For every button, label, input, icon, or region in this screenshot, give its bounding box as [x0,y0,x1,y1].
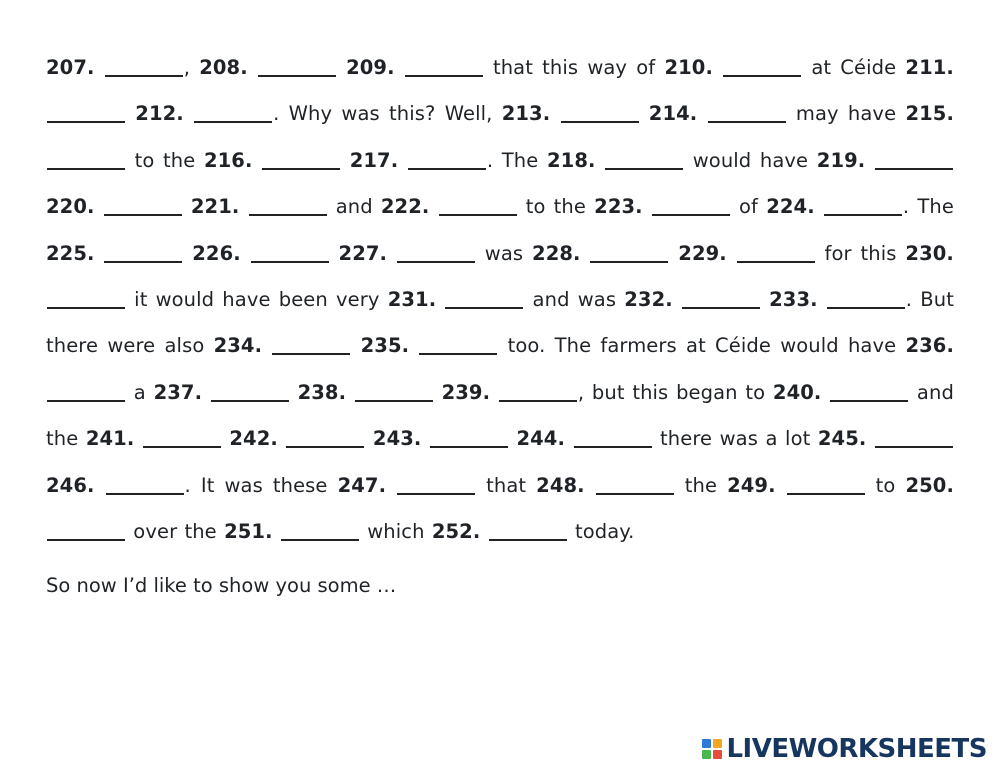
passage-text: for this [815,241,906,265]
passage-text: . The [902,195,954,219]
passage-text: too. The farmers at Céide would have [498,334,906,358]
answer-blank[interactable] [787,473,865,495]
logo-square [713,750,722,759]
answer-blank[interactable] [605,148,683,170]
gap-number: 238. [297,380,347,404]
gap-number: 251. [224,520,273,544]
passage-text: would have [684,148,817,172]
gap-number: 216. [203,148,253,172]
answer-blank[interactable] [262,148,340,170]
passage-text: , but this began to [577,380,773,404]
gap-number: 252. [431,520,481,544]
gap-number: 239. [441,380,491,404]
answer-blank[interactable] [194,102,272,124]
gap-number: 221. [190,195,240,219]
gap-number: 220. [46,195,95,219]
answer-blank[interactable] [708,102,786,124]
passage-text: . The [486,148,547,172]
gap-number: 219. [816,148,866,172]
passage-text: it would have been very [126,288,388,312]
answer-blank[interactable] [47,380,125,402]
answer-blank[interactable] [445,288,523,310]
passage-text: . Why was this? Well, [273,102,502,126]
gap-number: 218. [546,148,596,172]
answer-blank[interactable] [47,520,125,542]
answer-blank[interactable] [397,241,475,263]
gap-number: 230. [905,241,954,265]
logo-square [702,750,711,759]
passage-text: at Céide [802,56,906,79]
passage-text: that this way of [483,56,665,79]
gap-number: 212. [135,102,184,126]
worksheet [46,0,954,597]
gap-number: 223. [594,195,643,219]
answer-blank[interactable] [47,288,125,310]
logo-square [702,739,711,748]
gap-number: 229. [678,241,727,265]
gap-number: 214. [648,102,698,126]
gap-number: 247. [337,473,387,497]
answer-blank[interactable] [590,241,668,263]
answer-blank[interactable] [408,148,486,170]
gap-number: 211. [905,56,954,79]
answer-blank[interactable] [489,520,567,542]
passage-text: there was a lot [652,427,818,451]
passage-text: and [327,195,381,219]
passage-text: was [475,241,533,265]
passage-text: that [476,473,537,497]
answer-blank[interactable] [827,288,905,310]
answer-blank[interactable] [405,56,483,78]
answer-blank[interactable] [272,334,350,356]
gap-number: 226. [192,241,241,265]
gap-number: 241. [85,427,135,451]
answer-blank[interactable] [430,427,508,449]
gap-number: 215. [905,102,954,126]
gap-number: 250. [905,473,954,497]
gap-number: 237. [153,380,203,404]
passage-text: and the [46,380,954,451]
liveworksheets-logo-mark [702,739,722,759]
gap-number: 233. [769,288,818,312]
answer-blank[interactable] [249,195,327,217]
gap-number: 246. [46,473,95,497]
liveworksheets-wordmark: LIVEWORKSHEETS [726,734,987,764]
passage-text: to the [517,195,595,219]
passage-text: today. [567,520,635,544]
gap-number: 249. [727,473,776,497]
gap-number: 222. [380,195,430,219]
passage-text: , [183,56,191,79]
answer-blank[interactable] [251,241,329,263]
answer-blank[interactable] [355,380,433,402]
answer-blank[interactable] [281,520,359,542]
gap-number: 207. [46,56,95,79]
passage-text: to the [126,148,204,172]
passage-text: to [865,473,906,497]
answer-blank[interactable] [499,380,577,402]
answer-blank[interactable] [596,473,674,495]
answer-blank[interactable] [574,427,652,449]
passage-text: may have [786,102,906,126]
answer-blank[interactable] [258,56,336,78]
gap-number: 234. [213,334,263,358]
answer-blank[interactable] [737,241,815,263]
answer-blank[interactable] [143,427,221,449]
gap-number: 227. [338,241,388,265]
answer-blank[interactable] [830,380,908,402]
answer-blank[interactable] [875,148,953,170]
gap-number: 210. [664,56,713,79]
answer-blank[interactable] [561,102,639,124]
gap-number: 208. [199,56,248,79]
answer-blank[interactable] [104,241,182,263]
gap-number: 248. [536,473,585,497]
answer-blank[interactable] [106,473,184,495]
answer-blank[interactable] [682,288,760,310]
passage-text: over the [126,520,225,544]
logo-square [713,739,722,748]
gap-number: 231. [387,288,437,312]
gap-number: 225. [46,241,95,265]
liveworksheets-logo [702,734,987,764]
answer-blank[interactable] [652,195,730,217]
answer-blank[interactable] [723,56,801,78]
gap-number: 217. [349,148,399,172]
passage-text: . But there were also [46,288,954,358]
gap-number: 236. [905,334,954,358]
gap-number: 213. [501,102,551,126]
gap-number: 232. [624,288,673,312]
answer-blank[interactable] [104,195,182,217]
gap-number: 242. [229,427,278,451]
gap-number: 240. [772,380,822,404]
answer-blank[interactable] [47,102,125,124]
answer-blank[interactable] [875,427,953,449]
answer-blank[interactable] [47,148,125,170]
passage-text: of [730,195,767,219]
answer-blank[interactable] [397,473,475,495]
answer-blank[interactable] [286,427,364,449]
answer-blank[interactable] [439,195,517,217]
passage-text: a [126,380,154,404]
answer-blank[interactable] [419,334,497,356]
answer-blank[interactable] [105,56,183,78]
gap-number: 243. [372,427,422,451]
gap-number: 244. [516,427,565,451]
passage-text: which [359,520,432,544]
answer-blank[interactable] [824,195,902,217]
answer-blank[interactable] [211,380,289,402]
passage-text: the [674,473,728,497]
gap-number: 235. [360,334,410,358]
passage-text: and was [524,288,625,312]
gap-number: 224. [766,195,815,219]
gap-number: 245. [817,427,867,451]
gap-number: 209. [346,56,395,79]
gap-number: 228. [532,241,581,265]
closing-sentence: So now I’d like to show you some … [46,574,397,597]
fill-in-the-gaps-paragraph [46,0,954,555]
passage-text: . It was these [184,473,338,497]
